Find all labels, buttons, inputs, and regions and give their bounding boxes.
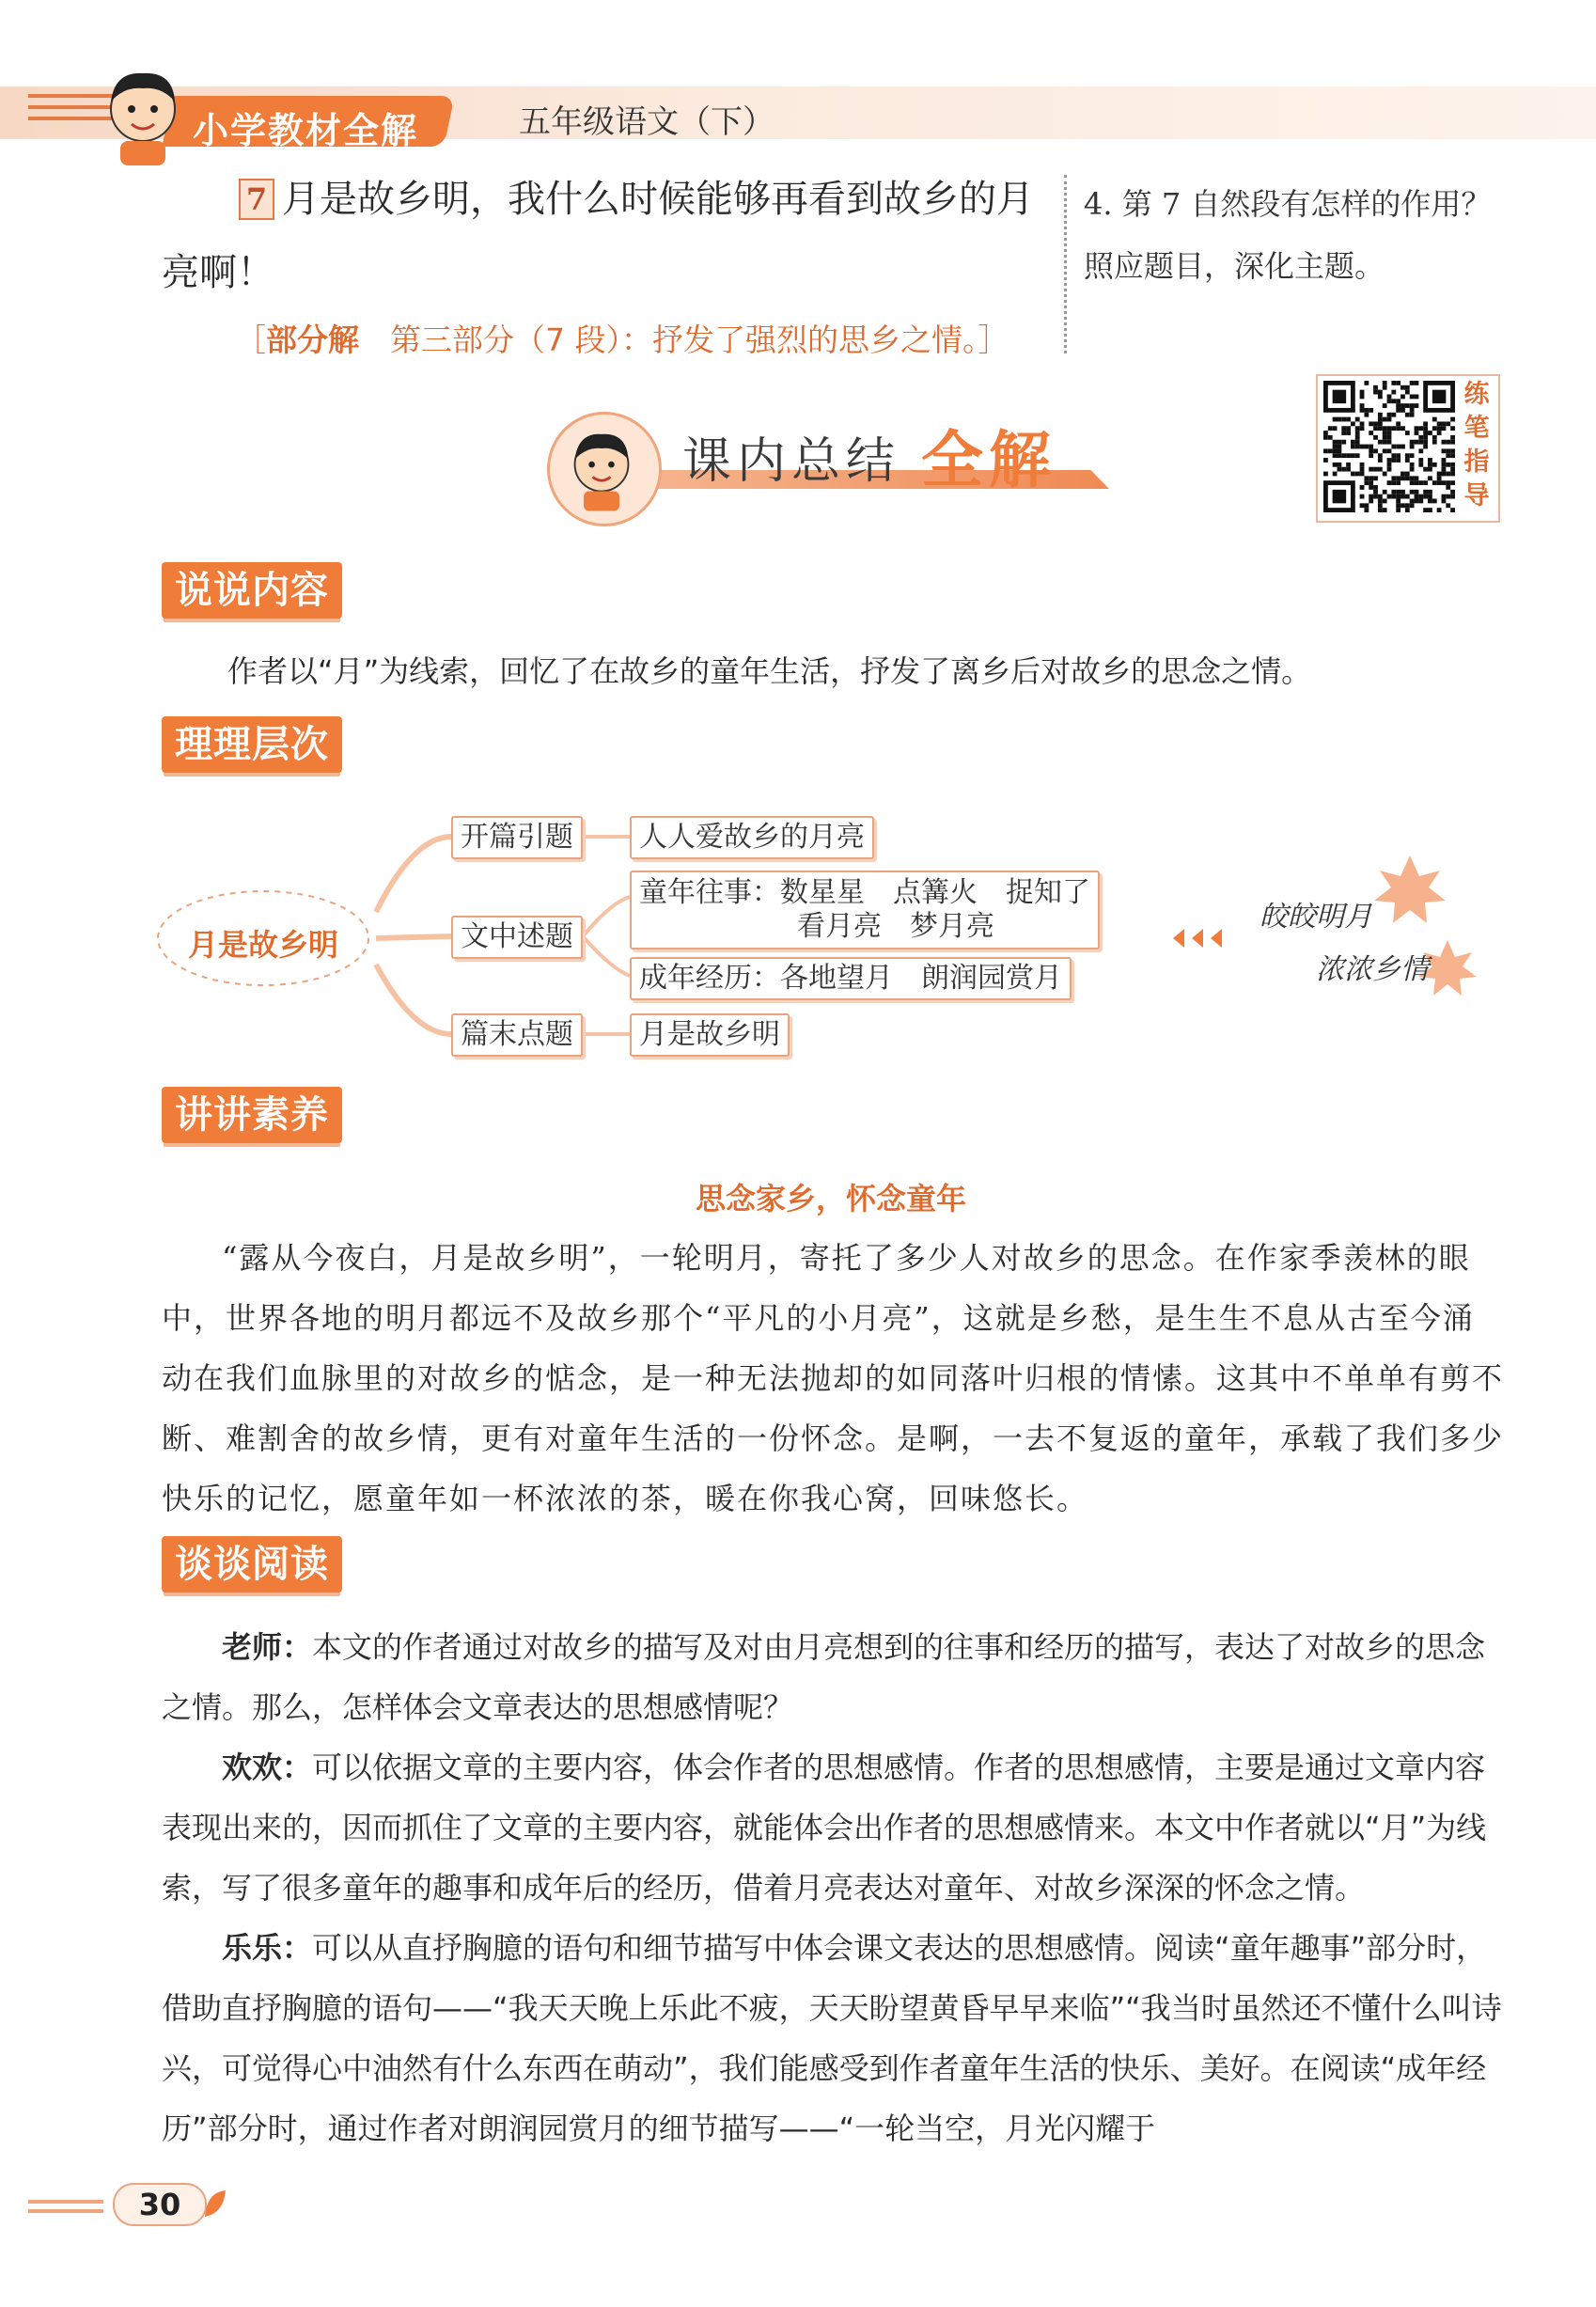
side-question-text: 4. 第 7 自然段有怎样的作用？ [1084,186,1492,222]
mind-map-branch-label: 文中述题 [451,916,583,959]
mind-map-conclusion: 皎皎明月 [1260,901,1372,934]
content-summary: 作者以“月”为线索，回忆了在故乡的童年生活，抒发了离乡后对故乡的思念之情。 [227,653,1312,689]
part-analysis-label: 部分解 [266,322,359,358]
banner-mascot-circle [547,412,662,526]
mind-map-detail-line: 童年往事：数星星 点篝火 捉知了 [639,876,1090,909]
mind-map-detail-line: 看月亮 梦月亮 [797,910,994,943]
dialogue-paragraph [162,1737,1506,1918]
qr-code-icon[interactable] [1323,380,1455,513]
footer-stripe [28,2200,103,2204]
part-analysis-note [235,316,1009,360]
part-analysis-text: 第三部分（7 段）：抒发了强烈的思乡之情。 [390,322,978,358]
mascot-boy-icon [550,415,653,518]
mind-map-conclusion: 浓浓乡情 [1316,953,1429,986]
dialogue-text: 本文的作者通过对故乡的描写及对由月亮想到的往事和经历的描写，表达了对故乡的思念之情。那么，怎样体会文章表达的思想感情呢？ [162,1629,1486,1725]
header-subject: 五年级语文（下） [519,103,775,141]
paragraph-number: 7 [239,179,274,220]
reading-dialogue [162,1617,1506,2158]
bracket-close: ］ [978,322,1009,358]
section-tag-content: 说说内容 [162,562,342,619]
page-number: 30 [113,2183,207,2226]
side-question-answer: 照应题目，深化主题。 [1084,248,1385,284]
section-tag-quality: 讲讲素养 [162,1087,342,1143]
mind-map [150,799,1504,1072]
header-series-label: 小学教材全解 [193,110,419,151]
dialogue-paragraph [162,1617,1506,1737]
banner-title-accent: 全解 [921,424,1056,496]
mind-map-center: 月是故乡明 [188,927,339,963]
qr-label-char: 笔 [1463,414,1490,443]
dialogue-paragraph [162,1918,1506,2158]
qr-label-char: 练 [1463,380,1490,409]
qr-label [1461,378,1493,513]
column-divider [1064,175,1067,353]
section-tag-structure: 理理层次 [162,716,342,773]
qr-label-char: 导 [1463,481,1490,510]
side-question [1084,173,1491,297]
footer-stripe [28,2209,103,2213]
qr-label-char: 指 [1463,447,1490,477]
dialogue-text: 可以从直抒胸臆的语句和细节描写中体会课文表达的思想感情。阅读“童年趣事”部分时，借助直抒胸臆的语句——“我天天晚上乐此不疲，天天盼望黄昏早早来临”“我当时虽然还不懂什么叫诗兴，可觉得心中油然有什么东西在萌动”，我们能感受到作者童年生活的快乐、美好。在阅读“成年经历”部分时，通过作者对朗润园赏月的细节描写——“一轮当空，月光闪耀于 [162,1930,1502,2146]
quality-title: 思念家乡，怀念童年 [696,1181,967,1216]
mind-map-detail [630,871,1100,949]
mind-map-branch-label: 开篇引题 [451,816,583,859]
bracket-open: ［ [235,322,266,358]
mind-map-branch-label: 篇末点题 [451,1013,583,1057]
dialogue-speaker: 乐乐： [222,1930,313,1966]
mascot-boy-icon [86,55,199,167]
mind-map-detail: 成年经历：各地望月 朗润园赏月 [630,957,1072,1000]
mind-map-detail: 人人爱故乡的月亮 [630,816,874,859]
quality-text: “露从今夜白，月是故乡明”，一轮明月，寄托了多少人对故乡的思念。在作家季羡林的眼中，世界各地的明月都远不及故乡那个“平凡的小月亮”，这就是乡愁，是生生不息从古至今涌动在我们血脉里的对故乡的惦念，是一种无法抛却的如同落叶归根的情愫。这其中不单单有剪不断、难割舍的故乡情，更有对童年生活的一份怀念。是啊，一去不复返的童年，承载了我们多少快乐的记忆，愿童年如一杯浓浓的茶，暖在你我心窝，回味悠长。 [162,1240,1505,1516]
dialogue-speaker: 欢欢： [222,1750,313,1785]
dialogue-text: 可以依据文章的主要内容，体会作者的思想感情。作者的思想感情，主要是通过文章内容表现出来的，因而抓住了文章的主要内容，就能体会出作者的思想感情来。本文中作者就以“月”为线索，写了很多童年的趣事和成年后的经历，借着月亮表达对童年、对故乡深深的怀念之情。 [162,1750,1487,1906]
leaf-icon [201,2187,229,2221]
section-tag-reading: 谈谈阅读 [162,1536,342,1593]
banner-title: 课内总结 [682,433,901,490]
paragraph-7-line-1: 月是故乡明，我什么时候能够再看到故乡的月 [282,178,1034,221]
paragraph-7-line-2: 亮啊！ [162,251,274,294]
dialogue-speaker: 老师： [222,1629,313,1665]
mind-map-detail: 月是故乡明 [630,1013,790,1057]
